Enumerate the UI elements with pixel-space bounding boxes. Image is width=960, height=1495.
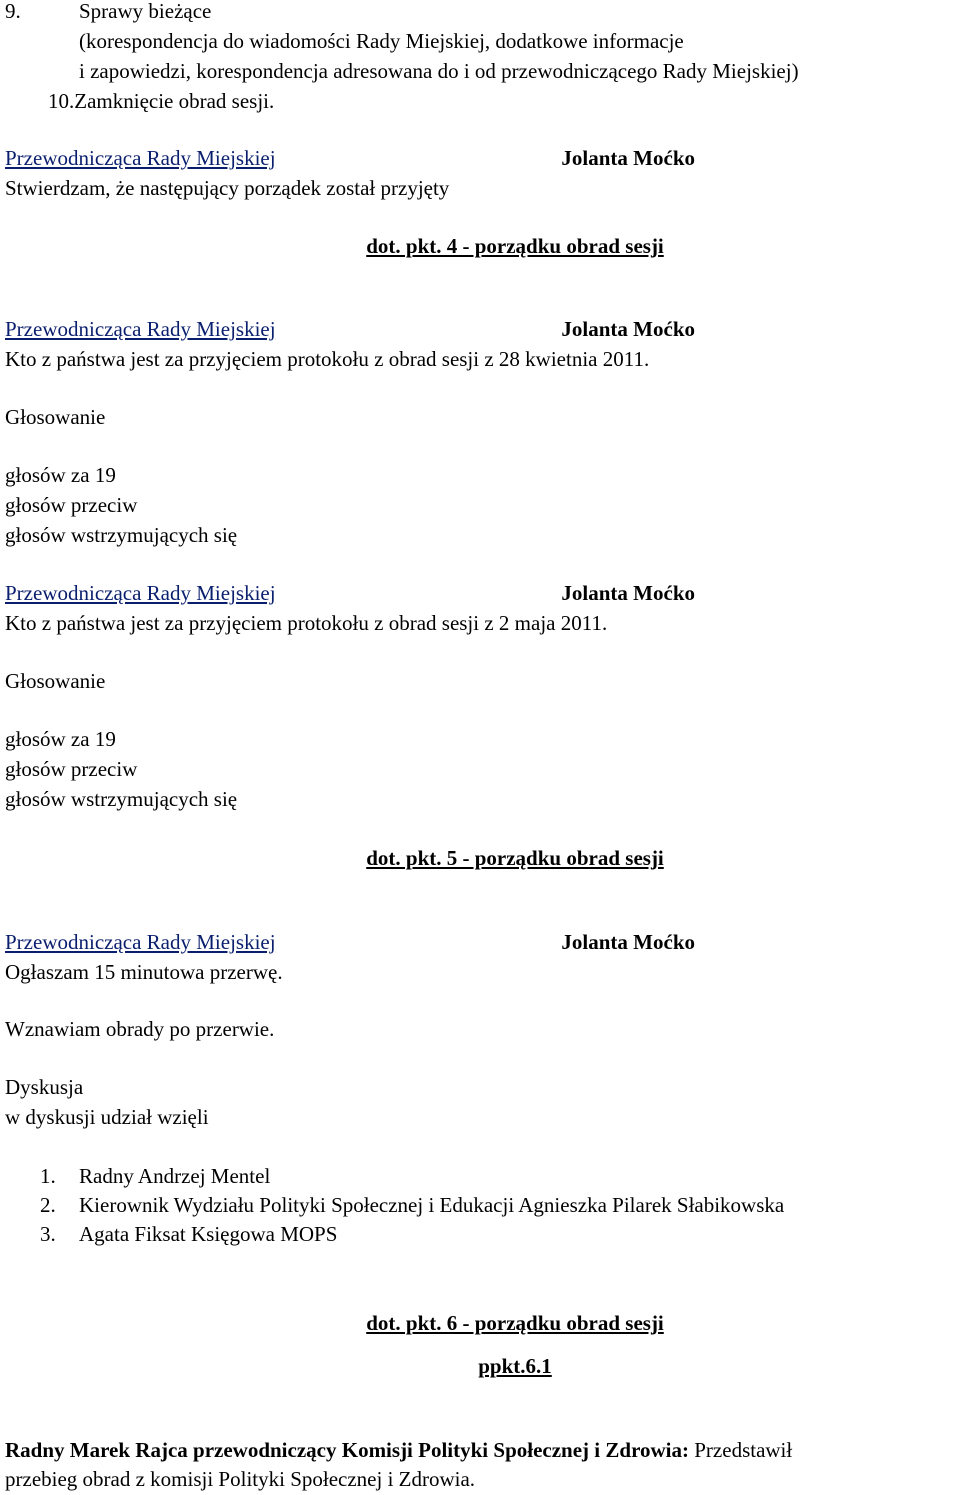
list-item-text: Kierownik Wydziału Polityki Społecznej i Edukacji Agnieszka Pilarek Słabikowska [79,1193,785,1217]
list-item-number: 3. [40,1222,56,1246]
final-text: Przedstawił [689,1438,793,1462]
votes-against: głosów przeciw [5,493,138,517]
final-paragraph-line-2: przebieg obrad z komisji Polityki Społecznej i Zdrowia. [5,1467,476,1491]
votes-for: głosów za 19 [5,463,116,487]
speaker-name: Jolanta Moćko [561,146,695,170]
speaker-name: Jolanta Moćko [561,930,695,954]
voting-label: Głosowanie [5,405,106,429]
list-item-number: 1. [40,1164,56,1188]
list-item [40,1221,337,1247]
speaker-name: Jolanta Moćko [561,317,695,341]
discussion-label: Dyskusja [5,1075,84,1099]
speaker-line [5,580,695,606]
participants-intro: w dyskusji udział wzięli [5,1105,209,1129]
section-heading-pkt4: dot. pkt. 4 - porządku obrad sesji [366,234,664,258]
final-paragraph-line-1 [5,1437,960,1463]
votes-abstain: głosów wstrzymujących się [5,523,238,547]
agenda-item-9-desc-1: (korespondencja do wiadomości Rady Miejskiej, dodatkowe informacje [79,29,684,53]
section-heading-pkt6: dot. pkt. 6 - porządku obrad sesji [366,1311,664,1335]
section-heading-pkt5: dot. pkt. 5 - porządku obrad sesji [366,846,664,870]
break-announcement: Ogłaszam 15 minutowa przerwę. [5,960,283,984]
list-item [40,1163,270,1189]
speaker-role: Przewodnicząca Rady Miejskiej [5,146,276,170]
speaker-role: Przewodnicząca Rady Miejskiej [5,930,276,954]
speaker-name: Jolanta Moćko [561,581,695,605]
subsection-heading-ppkt61: ppkt.6.1 [478,1354,552,1378]
speaker-line [5,145,695,171]
list-item-text: Agata Fiksat Księgowa MOPS [79,1222,338,1246]
agenda-item-9-title: Sprawy bieżące [79,0,212,23]
votes-for: głosów za 19 [5,727,116,751]
list-item-text: Radny Andrzej Mentel [79,1164,271,1188]
question-2: Kto z państwa jest za przyjęciem protokołu z obrad sesji z 2 maja 2011. [5,611,608,635]
final-speaker: Radny Marek Rajca przewodniczący Komisji Polityki Społecznej i Zdrowia: [5,1438,689,1462]
agenda-item-9-desc-2: i zapowiedzi, korespondencja adresowana do i od przewodniczącego Rady Miejskiej) [79,59,799,83]
speaker-role: Przewodnicząca Rady Miejskiej [5,581,276,605]
speaker-line [5,316,695,342]
votes-against: głosów przeciw [5,757,138,781]
votes-abstain: głosów wstrzymujących się [5,787,238,811]
confirm-text: Stwierdzam, że następujący porządek został przyjęty [5,176,450,200]
agenda-item-9-number: 9. [5,0,21,23]
agenda-item-9 [5,0,211,24]
question-1: Kto z państwa jest za przyjęciem protokołu z obrad sesji z 28 kwietnia 2011. [5,347,650,371]
list-item [40,1192,784,1218]
speaker-role: Przewodnicząca Rady Miejskiej [5,317,276,341]
list-item-number: 2. [40,1193,56,1217]
voting-label: Głosowanie [5,669,106,693]
agenda-item-10: 10.Zamknięcie obrad sesji. [48,89,275,113]
speaker-line [5,929,695,955]
resume-text: Wznawiam obrady po przerwie. [5,1017,275,1041]
